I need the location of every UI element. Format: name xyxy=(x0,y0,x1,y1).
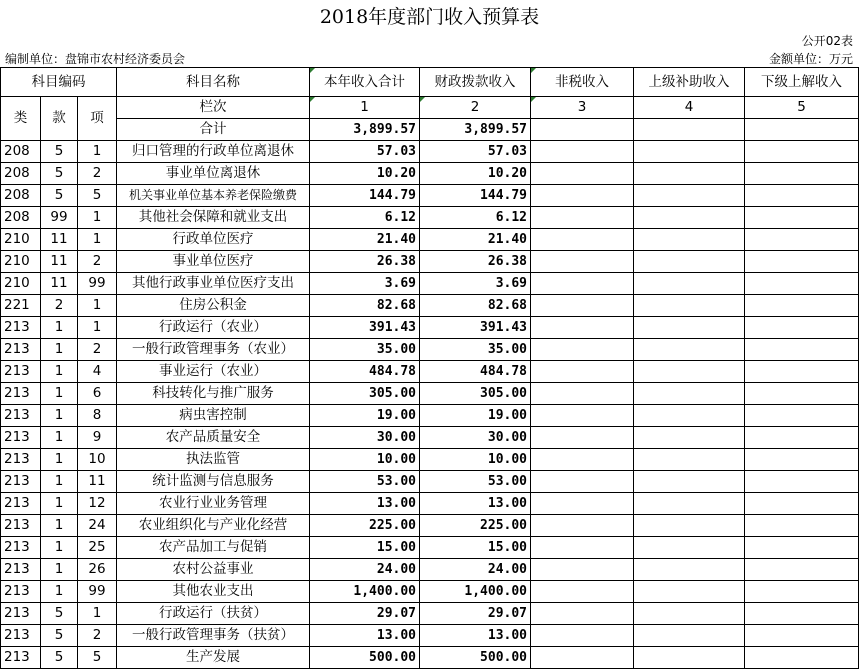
cell-fiscal[interactable]: 225.00 xyxy=(420,515,531,537)
cell-upper[interactable] xyxy=(634,471,745,493)
cell-kuan[interactable]: 1 xyxy=(41,449,78,471)
cell-kuan[interactable]: 11 xyxy=(41,229,78,251)
cell-upper[interactable] xyxy=(634,515,745,537)
cell-kuan[interactable]: 1 xyxy=(41,515,78,537)
cell-kuan[interactable]: 1 xyxy=(41,383,78,405)
cell-nontax[interactable] xyxy=(531,317,634,339)
cell-kuan[interactable]: 11 xyxy=(41,251,78,273)
cell-lei[interactable]: 208 xyxy=(1,163,41,185)
cell-fiscal[interactable]: 53.00 xyxy=(420,471,531,493)
cell-xiang[interactable]: 99 xyxy=(78,581,117,603)
cell-fiscal[interactable]: 144.79 xyxy=(420,185,531,207)
summary-total[interactable]: 3,899.57 xyxy=(310,119,420,141)
cell-fiscal[interactable]: 391.43 xyxy=(420,317,531,339)
cell-lei[interactable]: 213 xyxy=(1,471,41,493)
table-row xyxy=(1,273,859,295)
table-row xyxy=(1,317,859,339)
cell-name[interactable]: 执法监管 xyxy=(117,449,310,471)
table-row xyxy=(1,339,859,361)
cell-fiscal[interactable]: 21.40 xyxy=(420,229,531,251)
cell-upper[interactable] xyxy=(634,405,745,427)
cell-total[interactable]: 29.07 xyxy=(310,603,420,625)
cell-kuan[interactable]: 5 xyxy=(41,625,78,647)
header-kuan[interactable]: 款 xyxy=(41,97,78,141)
cell-upper[interactable] xyxy=(634,185,745,207)
cell-total[interactable]: 391.43 xyxy=(310,317,420,339)
cell-upper[interactable] xyxy=(634,317,745,339)
cell-lei[interactable]: 208 xyxy=(1,141,41,163)
table-row xyxy=(1,163,859,185)
cell-kuan[interactable]: 1 xyxy=(41,427,78,449)
cell-xiang[interactable]: 5 xyxy=(78,647,117,669)
cell-total[interactable]: 144.79 xyxy=(310,185,420,207)
cell-total[interactable]: 6.12 xyxy=(310,207,420,229)
cell-lower[interactable] xyxy=(745,383,859,405)
cell-lei[interactable]: 213 xyxy=(1,625,41,647)
cell-xiang[interactable]: 4 xyxy=(78,361,117,383)
cell-xiang[interactable]: 2 xyxy=(78,339,117,361)
cell-nontax[interactable] xyxy=(531,625,634,647)
cell-xiang[interactable]: 6 xyxy=(78,383,117,405)
table-row xyxy=(1,449,859,471)
cell-lower[interactable] xyxy=(745,581,859,603)
compiling-unit: 编制单位：盘锦市农村经济委员会 xyxy=(5,52,186,66)
cell-fiscal[interactable]: 13.00 xyxy=(420,625,531,647)
cell-fiscal[interactable]: 24.00 xyxy=(420,559,531,581)
cell-nontax[interactable] xyxy=(531,207,634,229)
cell-fiscal[interactable]: 6.12 xyxy=(420,207,531,229)
cell-fiscal[interactable]: 15.00 xyxy=(420,537,531,559)
header-lanci[interactable]: 栏次 xyxy=(117,97,310,119)
cell-kuan[interactable]: 1 xyxy=(41,405,78,427)
cell-kuan[interactable]: 5 xyxy=(41,647,78,669)
header-xiang[interactable]: 项 xyxy=(78,97,117,141)
cell-name[interactable]: 统计监测与信息服务 xyxy=(117,471,310,493)
cell-total[interactable]: 13.00 xyxy=(310,625,420,647)
cell-fiscal[interactable]: 3.69 xyxy=(420,273,531,295)
cell-lower[interactable] xyxy=(745,251,859,273)
table-row xyxy=(1,493,859,515)
cell-name[interactable]: 农产品质量安全 xyxy=(117,427,310,449)
cell-name[interactable]: 事业单位离退休 xyxy=(117,163,310,185)
col-number-5[interactable]: 5 xyxy=(745,97,859,119)
cell-xiang[interactable]: 12 xyxy=(78,493,117,515)
cell-kuan[interactable]: 99 xyxy=(41,207,78,229)
cell-nontax[interactable] xyxy=(531,273,634,295)
cell-upper[interactable] xyxy=(634,141,745,163)
cell-nontax[interactable] xyxy=(531,515,634,537)
header-nontax[interactable]: 非税收入 xyxy=(531,68,634,97)
cell-nontax[interactable] xyxy=(531,405,634,427)
cell-total[interactable]: 10.20 xyxy=(310,163,420,185)
cell-fiscal[interactable]: 19.00 xyxy=(420,405,531,427)
cell-xiang[interactable]: 1 xyxy=(78,317,117,339)
header-lei[interactable]: 类 xyxy=(1,97,41,141)
cell-nontax[interactable] xyxy=(531,647,634,669)
header-total[interactable]: 本年收入合计 xyxy=(310,68,420,97)
table-row xyxy=(1,361,859,383)
cell-lei[interactable]: 208 xyxy=(1,207,41,229)
cell-total[interactable]: 53.00 xyxy=(310,471,420,493)
cell-lower[interactable] xyxy=(745,141,859,163)
cell-lei[interactable]: 213 xyxy=(1,515,41,537)
cell-upper[interactable] xyxy=(634,295,745,317)
cell-fiscal[interactable]: 29.07 xyxy=(420,603,531,625)
cell-lower[interactable] xyxy=(745,163,859,185)
col-number-4[interactable]: 4 xyxy=(634,97,745,119)
cell-upper[interactable] xyxy=(634,493,745,515)
cell-lower[interactable] xyxy=(745,339,859,361)
cell-total[interactable]: 15.00 xyxy=(310,537,420,559)
cell-total[interactable]: 21.40 xyxy=(310,229,420,251)
cell-xiang[interactable]: 9 xyxy=(78,427,117,449)
cell-upper[interactable] xyxy=(634,625,745,647)
cell-lei[interactable]: 213 xyxy=(1,493,41,515)
col-number-3[interactable]: 3 xyxy=(531,97,634,119)
cell-xiang[interactable]: 1 xyxy=(78,207,117,229)
cell-fiscal[interactable]: 10.00 xyxy=(420,449,531,471)
cell-name[interactable]: 归口管理的行政单位离退休 xyxy=(117,141,310,163)
cell-name[interactable]: 住房公积金 xyxy=(117,295,310,317)
cell-name[interactable]: 一般行政管理事务（农业） xyxy=(117,339,310,361)
cell-lower[interactable] xyxy=(745,493,859,515)
cell-lower[interactable] xyxy=(745,273,859,295)
cell-name[interactable]: 行政运行（农业） xyxy=(117,317,310,339)
form-number: 公开02表 xyxy=(801,34,853,48)
cell-upper[interactable] xyxy=(634,383,745,405)
cell-total[interactable]: 57.03 xyxy=(310,141,420,163)
table-row xyxy=(1,559,859,581)
table-row xyxy=(1,295,859,317)
cell-xiang[interactable]: 1 xyxy=(78,603,117,625)
table-row xyxy=(1,251,859,273)
table-row xyxy=(1,581,859,603)
cell-xiang[interactable]: 8 xyxy=(78,405,117,427)
cell-lei[interactable]: 213 xyxy=(1,339,41,361)
cell-name[interactable]: 其他农业支出 xyxy=(117,581,310,603)
cell-nontax[interactable] xyxy=(531,251,634,273)
cell-nontax[interactable] xyxy=(531,537,634,559)
cell-lei[interactable]: 210 xyxy=(1,251,41,273)
summary-nontax[interactable] xyxy=(531,119,634,141)
cell-total[interactable]: 305.00 xyxy=(310,383,420,405)
cell-xiang[interactable]: 1 xyxy=(78,141,117,163)
cell-name[interactable]: 机关事业单位基本养老保险缴费 xyxy=(117,185,310,207)
cell-nontax[interactable] xyxy=(531,163,634,185)
cell-total[interactable]: 1,400.00 xyxy=(310,581,420,603)
header-code[interactable]: 科目编码 xyxy=(1,68,117,97)
budget-table xyxy=(0,67,859,669)
summary-lower[interactable] xyxy=(745,119,859,141)
cell-lower[interactable] xyxy=(745,295,859,317)
cell-total[interactable]: 26.38 xyxy=(310,251,420,273)
table-row xyxy=(1,229,859,251)
cell-fiscal[interactable]: 1,400.00 xyxy=(420,581,531,603)
cell-kuan[interactable]: 1 xyxy=(41,361,78,383)
cell-kuan[interactable]: 2 xyxy=(41,295,78,317)
cell-lower[interactable] xyxy=(745,185,859,207)
cell-lei[interactable]: 213 xyxy=(1,603,41,625)
cell-lei[interactable]: 210 xyxy=(1,229,41,251)
cell-xiang[interactable]: 10 xyxy=(78,449,117,471)
amount-unit: 金额单位：万元 xyxy=(768,52,853,66)
cell-upper[interactable] xyxy=(634,537,745,559)
cell-fiscal[interactable]: 30.00 xyxy=(420,427,531,449)
cell-name[interactable]: 农业组织化与产业化经营 xyxy=(117,515,310,537)
cell-lei[interactable]: 221 xyxy=(1,295,41,317)
cell-nontax[interactable] xyxy=(531,581,634,603)
table-row xyxy=(1,515,859,537)
cell-kuan[interactable]: 1 xyxy=(41,317,78,339)
col-number-2[interactable]: 2 xyxy=(420,97,531,119)
table-row xyxy=(1,537,859,559)
cell-kuan[interactable]: 11 xyxy=(41,273,78,295)
cell-name[interactable]: 行政单位医疗 xyxy=(117,229,310,251)
cell-upper[interactable] xyxy=(634,581,745,603)
cell-lei[interactable]: 213 xyxy=(1,537,41,559)
cell-lower[interactable] xyxy=(745,647,859,669)
table-row xyxy=(1,207,859,229)
table-row xyxy=(1,185,859,207)
cell-nontax[interactable] xyxy=(531,559,634,581)
cell-nontax[interactable] xyxy=(531,339,634,361)
summary-upper[interactable] xyxy=(634,119,745,141)
cell-lei[interactable]: 213 xyxy=(1,559,41,581)
cell-xiang[interactable]: 5 xyxy=(78,185,117,207)
cell-lower[interactable] xyxy=(745,229,859,251)
cell-total[interactable]: 82.68 xyxy=(310,295,420,317)
cell-fiscal[interactable]: 13.00 xyxy=(420,493,531,515)
page-title: 2018年度部门收入预算表 xyxy=(319,6,540,28)
cell-upper[interactable] xyxy=(634,647,745,669)
cell-total[interactable]: 24.00 xyxy=(310,559,420,581)
cell-lower[interactable] xyxy=(745,471,859,493)
header-upper[interactable]: 上级补助收入 xyxy=(634,68,745,97)
cell-name[interactable]: 事业单位医疗 xyxy=(117,251,310,273)
cell-kuan[interactable]: 1 xyxy=(41,581,78,603)
cell-lei[interactable]: 213 xyxy=(1,427,41,449)
cell-upper[interactable] xyxy=(634,559,745,581)
cell-nontax[interactable] xyxy=(531,449,634,471)
cell-nontax[interactable] xyxy=(531,427,634,449)
cell-upper[interactable] xyxy=(634,229,745,251)
col-number-1[interactable]: 1 xyxy=(310,97,420,119)
table-row xyxy=(1,603,859,625)
header-row-main xyxy=(1,68,859,97)
cell-lower[interactable] xyxy=(745,515,859,537)
header-row-col-numbers xyxy=(1,97,859,119)
cell-upper[interactable] xyxy=(634,207,745,229)
cell-total[interactable]: 484.78 xyxy=(310,361,420,383)
cell-total[interactable]: 3.69 xyxy=(310,273,420,295)
cell-name[interactable]: 事业运行（农业） xyxy=(117,361,310,383)
cell-kuan[interactable]: 1 xyxy=(41,537,78,559)
cell-kuan[interactable]: 5 xyxy=(41,603,78,625)
cell-fiscal[interactable]: 26.38 xyxy=(420,251,531,273)
cell-total[interactable]: 500.00 xyxy=(310,647,420,669)
cell-nontax[interactable] xyxy=(531,141,634,163)
cell-lei[interactable]: 210 xyxy=(1,273,41,295)
header-name[interactable]: 科目名称 xyxy=(117,68,310,97)
cell-lei[interactable]: 208 xyxy=(1,185,41,207)
cell-fiscal[interactable]: 484.78 xyxy=(420,361,531,383)
cell-kuan[interactable]: 1 xyxy=(41,559,78,581)
table-row xyxy=(1,405,859,427)
cell-nontax[interactable] xyxy=(531,603,634,625)
cell-lower[interactable] xyxy=(745,559,859,581)
cell-xiang[interactable]: 26 xyxy=(78,559,117,581)
table-row xyxy=(1,471,859,493)
cell-xiang[interactable]: 2 xyxy=(78,251,117,273)
summary-row xyxy=(1,119,859,141)
cell-upper[interactable] xyxy=(634,449,745,471)
cell-lei[interactable]: 213 xyxy=(1,647,41,669)
cell-kuan[interactable]: 1 xyxy=(41,471,78,493)
cell-lower[interactable] xyxy=(745,449,859,471)
cell-fiscal[interactable]: 57.03 xyxy=(420,141,531,163)
cell-nontax[interactable] xyxy=(531,185,634,207)
cell-xiang[interactable]: 11 xyxy=(78,471,117,493)
cell-name[interactable]: 其他社会保障和就业支出 xyxy=(117,207,310,229)
cell-lower[interactable] xyxy=(745,405,859,427)
cell-upper[interactable] xyxy=(634,163,745,185)
cell-lower[interactable] xyxy=(745,625,859,647)
table-row xyxy=(1,427,859,449)
cell-total[interactable]: 19.00 xyxy=(310,405,420,427)
cell-fiscal[interactable]: 305.00 xyxy=(420,383,531,405)
cell-lower[interactable] xyxy=(745,537,859,559)
cell-total[interactable]: 35.00 xyxy=(310,339,420,361)
cell-nontax[interactable] xyxy=(531,229,634,251)
cell-total[interactable]: 10.00 xyxy=(310,449,420,471)
cell-upper[interactable] xyxy=(634,427,745,449)
summary-fiscal[interactable]: 3,899.57 xyxy=(420,119,531,141)
table-row xyxy=(1,383,859,405)
cell-nontax[interactable] xyxy=(531,471,634,493)
cell-kuan[interactable]: 5 xyxy=(41,141,78,163)
cell-xiang[interactable]: 1 xyxy=(78,229,117,251)
cell-name[interactable]: 农村公益事业 xyxy=(117,559,310,581)
cell-total[interactable]: 30.00 xyxy=(310,427,420,449)
header-lower[interactable]: 下级上解收入 xyxy=(745,68,859,97)
cell-lei[interactable]: 213 xyxy=(1,361,41,383)
cell-xiang[interactable]: 24 xyxy=(78,515,117,537)
cell-fiscal[interactable]: 10.20 xyxy=(420,163,531,185)
cell-upper[interactable] xyxy=(634,273,745,295)
cell-xiang[interactable]: 1 xyxy=(78,295,117,317)
cell-upper[interactable] xyxy=(634,251,745,273)
cell-total[interactable]: 225.00 xyxy=(310,515,420,537)
cell-name[interactable]: 一般行政管理事务（扶贫） xyxy=(117,625,310,647)
cell-lower[interactable] xyxy=(745,317,859,339)
cell-nontax[interactable] xyxy=(531,295,634,317)
cell-name[interactable]: 病虫害控制 xyxy=(117,405,310,427)
cell-lei[interactable]: 213 xyxy=(1,449,41,471)
cell-kuan[interactable]: 1 xyxy=(41,339,78,361)
cell-upper[interactable] xyxy=(634,603,745,625)
cell-fiscal[interactable]: 500.00 xyxy=(420,647,531,669)
cell-lower[interactable] xyxy=(745,207,859,229)
cell-xiang[interactable]: 25 xyxy=(78,537,117,559)
cell-nontax[interactable] xyxy=(531,383,634,405)
cell-upper[interactable] xyxy=(634,339,745,361)
unit-line xyxy=(0,50,859,67)
cell-lei[interactable]: 213 xyxy=(1,581,41,603)
cell-fiscal[interactable]: 82.68 xyxy=(420,295,531,317)
summary-label[interactable]: 合计 xyxy=(117,119,310,141)
table-row xyxy=(1,625,859,647)
cell-name[interactable]: 农产品加工与促销 xyxy=(117,537,310,559)
cell-xiang[interactable]: 2 xyxy=(78,163,117,185)
cell-upper[interactable] xyxy=(634,361,745,383)
table-row xyxy=(1,141,859,163)
cell-fiscal[interactable]: 35.00 xyxy=(420,339,531,361)
header-fiscal[interactable]: 财政拨款收入 xyxy=(420,68,531,97)
cell-kuan[interactable]: 5 xyxy=(41,185,78,207)
cell-name[interactable]: 科技转化与推广服务 xyxy=(117,383,310,405)
cell-kuan[interactable]: 5 xyxy=(41,163,78,185)
cell-lei[interactable]: 213 xyxy=(1,317,41,339)
cell-total[interactable]: 13.00 xyxy=(310,493,420,515)
cell-nontax[interactable] xyxy=(531,361,634,383)
cell-xiang[interactable]: 99 xyxy=(78,273,117,295)
table-row xyxy=(1,647,859,669)
cell-name[interactable]: 其他行政事业单位医疗支出 xyxy=(117,273,310,295)
cell-lower[interactable] xyxy=(745,361,859,383)
cell-name[interactable]: 农业行业业务管理 xyxy=(117,493,310,515)
cell-kuan[interactable]: 1 xyxy=(41,493,78,515)
cell-lei[interactable]: 213 xyxy=(1,405,41,427)
cell-lower[interactable] xyxy=(745,603,859,625)
cell-name[interactable]: 生产发展 xyxy=(117,647,310,669)
cell-lower[interactable] xyxy=(745,427,859,449)
cell-lei[interactable]: 213 xyxy=(1,383,41,405)
cell-name[interactable]: 行政运行（扶贫） xyxy=(117,603,310,625)
cell-nontax[interactable] xyxy=(531,493,634,515)
cell-xiang[interactable]: 2 xyxy=(78,625,117,647)
